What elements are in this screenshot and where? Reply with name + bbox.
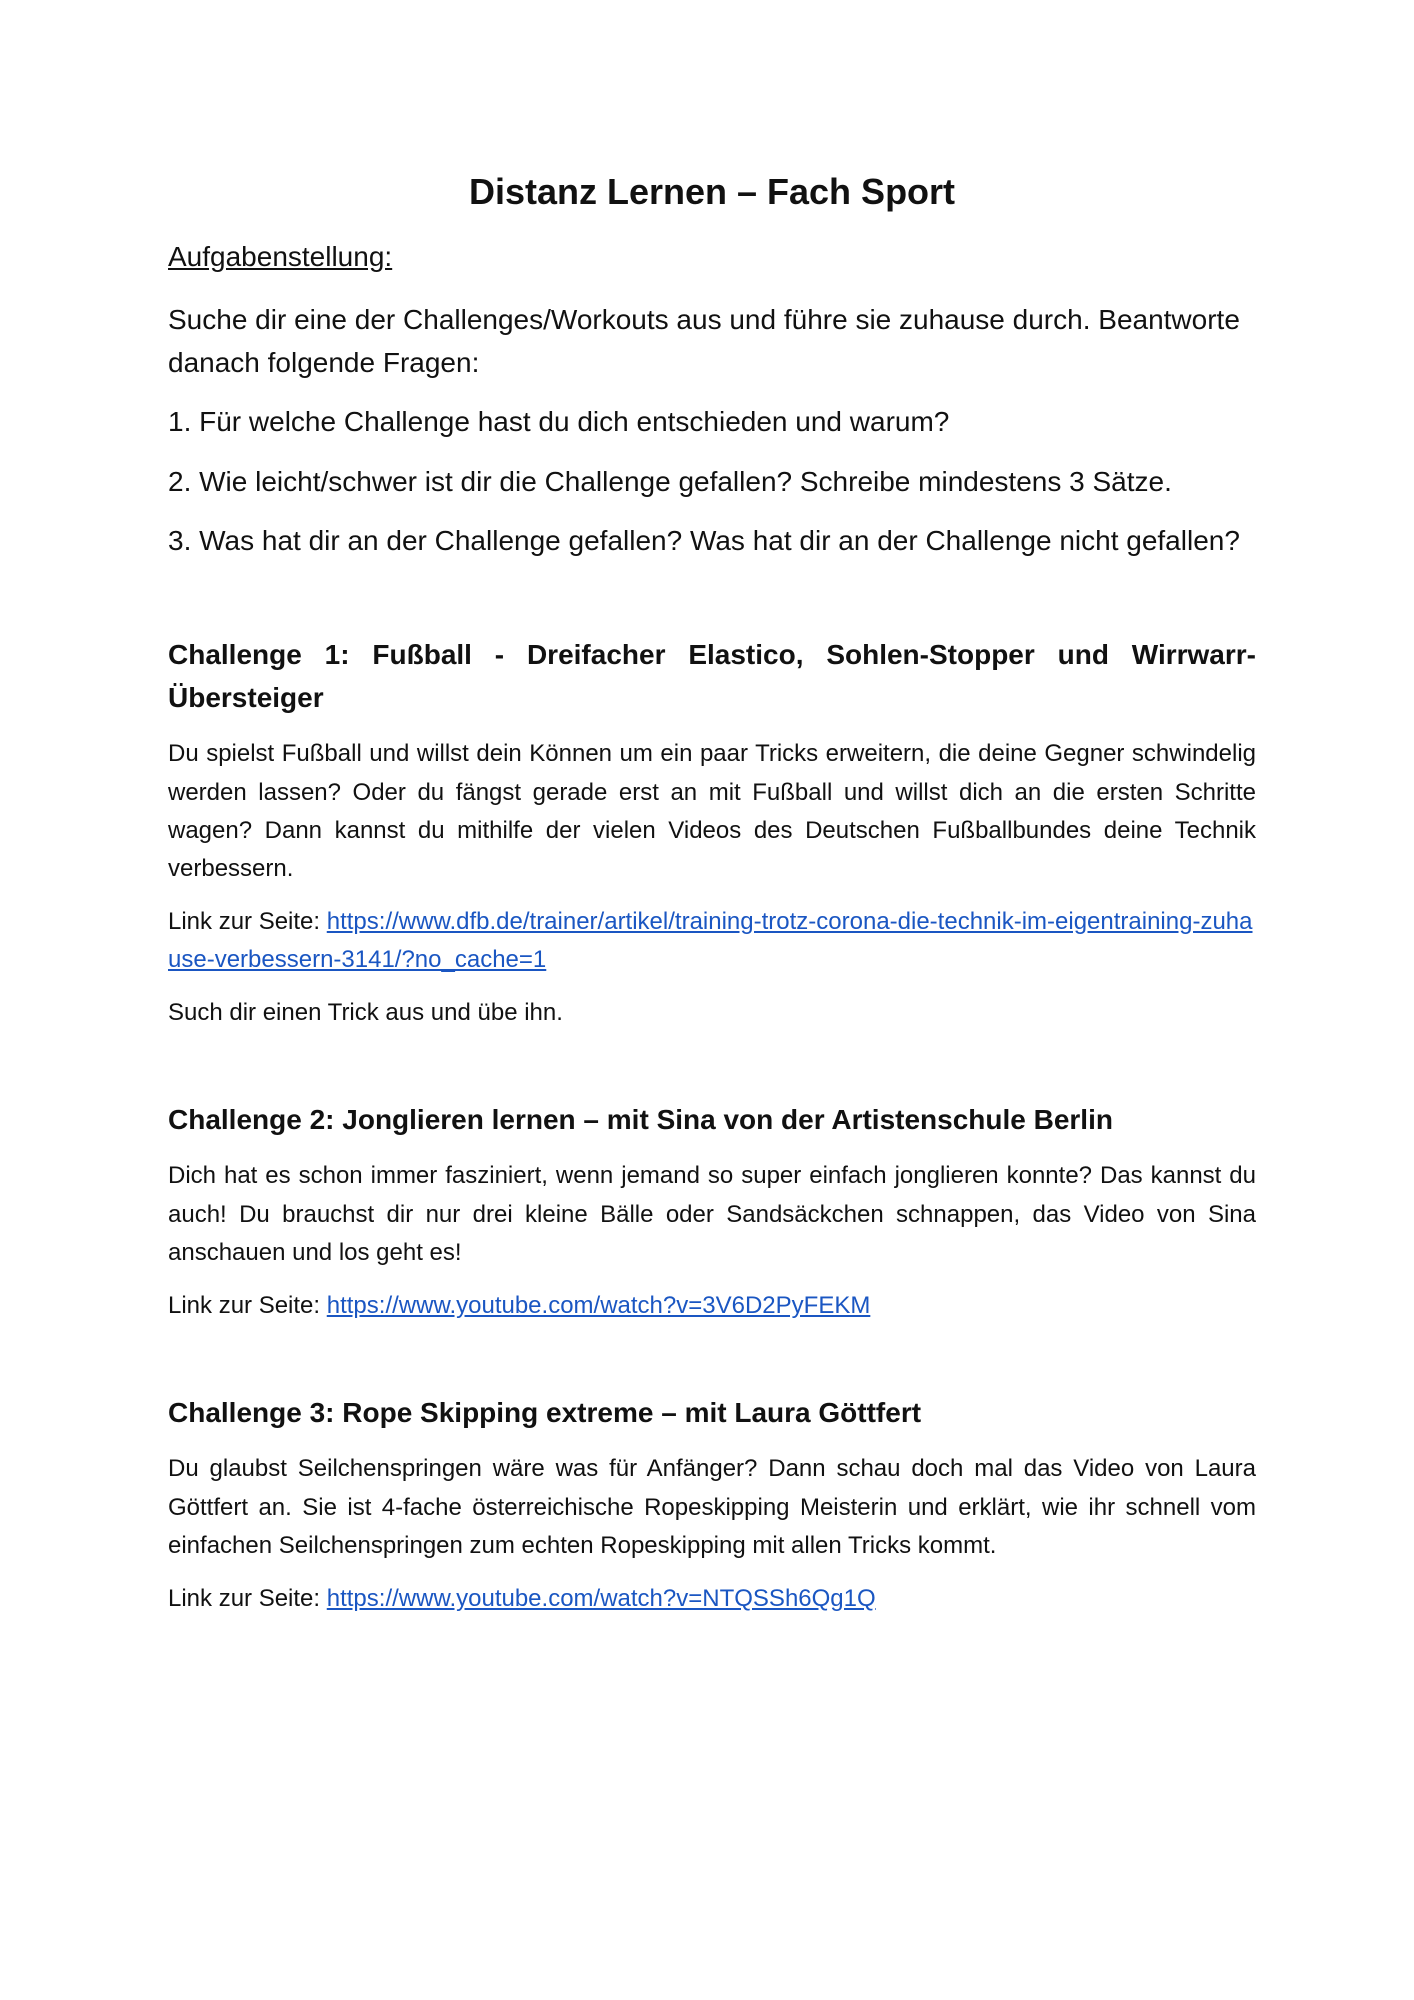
- challenge-1: [168, 633, 1256, 1033]
- challenge-1-link-line: [168, 903, 1256, 980]
- challenge-2-link[interactable]: https://www.youtube.com/watch?v=3V6D2PyFEKM: [326, 1291, 871, 1319]
- challenge-3-link[interactable]: https://www.youtube.com/watch?v=NTQSSh6Qg1Q: [326, 1584, 876, 1612]
- challenge-1-title: Challenge 1: Fußball - Dreifacher Elastico, Sohlen-Stopper und Wirrwarr-Übersteiger: [168, 638, 1256, 713]
- challenge-3-title: Challenge 3: Rope Skipping extreme – mit Laura Göttfert: [168, 1397, 922, 1428]
- challenge-3-link-line: [168, 1580, 1256, 1618]
- challenge-2: [168, 1098, 1256, 1325]
- challenge-2-description: Dich hat es schon immer fasziniert, wenn jemand so super einfach jonglieren konnte? Das kannst du auch! Du brauchst dir nur drei kleine Bälle oder Sandsäckchen schnappen, das Video von Sina anschauen und los geht es!: [168, 1162, 1256, 1267]
- challenge-1-link[interactable]: https://www.dfb.de/trainer/artikel/training-trotz-corona-die-technik-im-eigentraining-zuhause-verbessern-3141/?no_cache=1: [168, 907, 1253, 974]
- challenge-3-description: Du glaubst Seilchenspringen wäre was für Anfänger? Dann schau doch mal das Video von Laura Göttfert an. Sie ist 4-fache österreichische Ropeskipping Meisterin und erklärt, wie ihr schnell vom einfachen Seilchenspringen zum echten Ropeskipping mit allen Tricks kommt.: [168, 1455, 1256, 1560]
- document-content: [168, 170, 1256, 1632]
- intro-text: Suche dir eine der Challenges/Workouts aus und führe sie zuhause durch. Beantworte danach folgende Fragen:: [168, 303, 1240, 378]
- page-title: Distanz Lernen – Fach Sport: [468, 171, 956, 212]
- task-heading: Aufgabenstellung:: [168, 241, 393, 273]
- challenge-3-link-label: Link zur Seite:: [168, 1584, 327, 1612]
- challenge-1-link-label: Link zur Seite:: [168, 907, 327, 935]
- question-2: 2. Wie leicht/schwer ist dir die Challenge gefallen? Schreibe mindestens 3 Sätze.: [168, 465, 1172, 497]
- challenge-2-link-line: [168, 1287, 1256, 1325]
- challenge-2-link-label: Link zur Seite:: [168, 1291, 327, 1319]
- question-1: 1. Für welche Challenge hast du dich entschieden und warum?: [168, 406, 950, 438]
- challenge-1-description: Du spielst Fußball und willst dein Können um ein paar Tricks erweitern, die deine Gegner schwindelig werden lassen? Oder du fängst gerade erst an mit Fußball und willst dich an die ersten Schritte wagen? Dann kannst du mithilfe der vielen Videos des Deutschen Fußballbundes deine Technik verbessern.: [168, 740, 1256, 883]
- challenge-3: [168, 1391, 1256, 1618]
- challenge-2-title: Challenge 2: Jonglieren lernen – mit Sina von der Artistenschule Berlin: [168, 1104, 1113, 1136]
- question-3: 3. Was hat dir an der Challenge gefallen? Was hat dir an der Challenge nicht gefallen?: [168, 525, 1240, 557]
- challenge-1-note: Such dir einen Trick aus und übe ihn.: [168, 998, 563, 1026]
